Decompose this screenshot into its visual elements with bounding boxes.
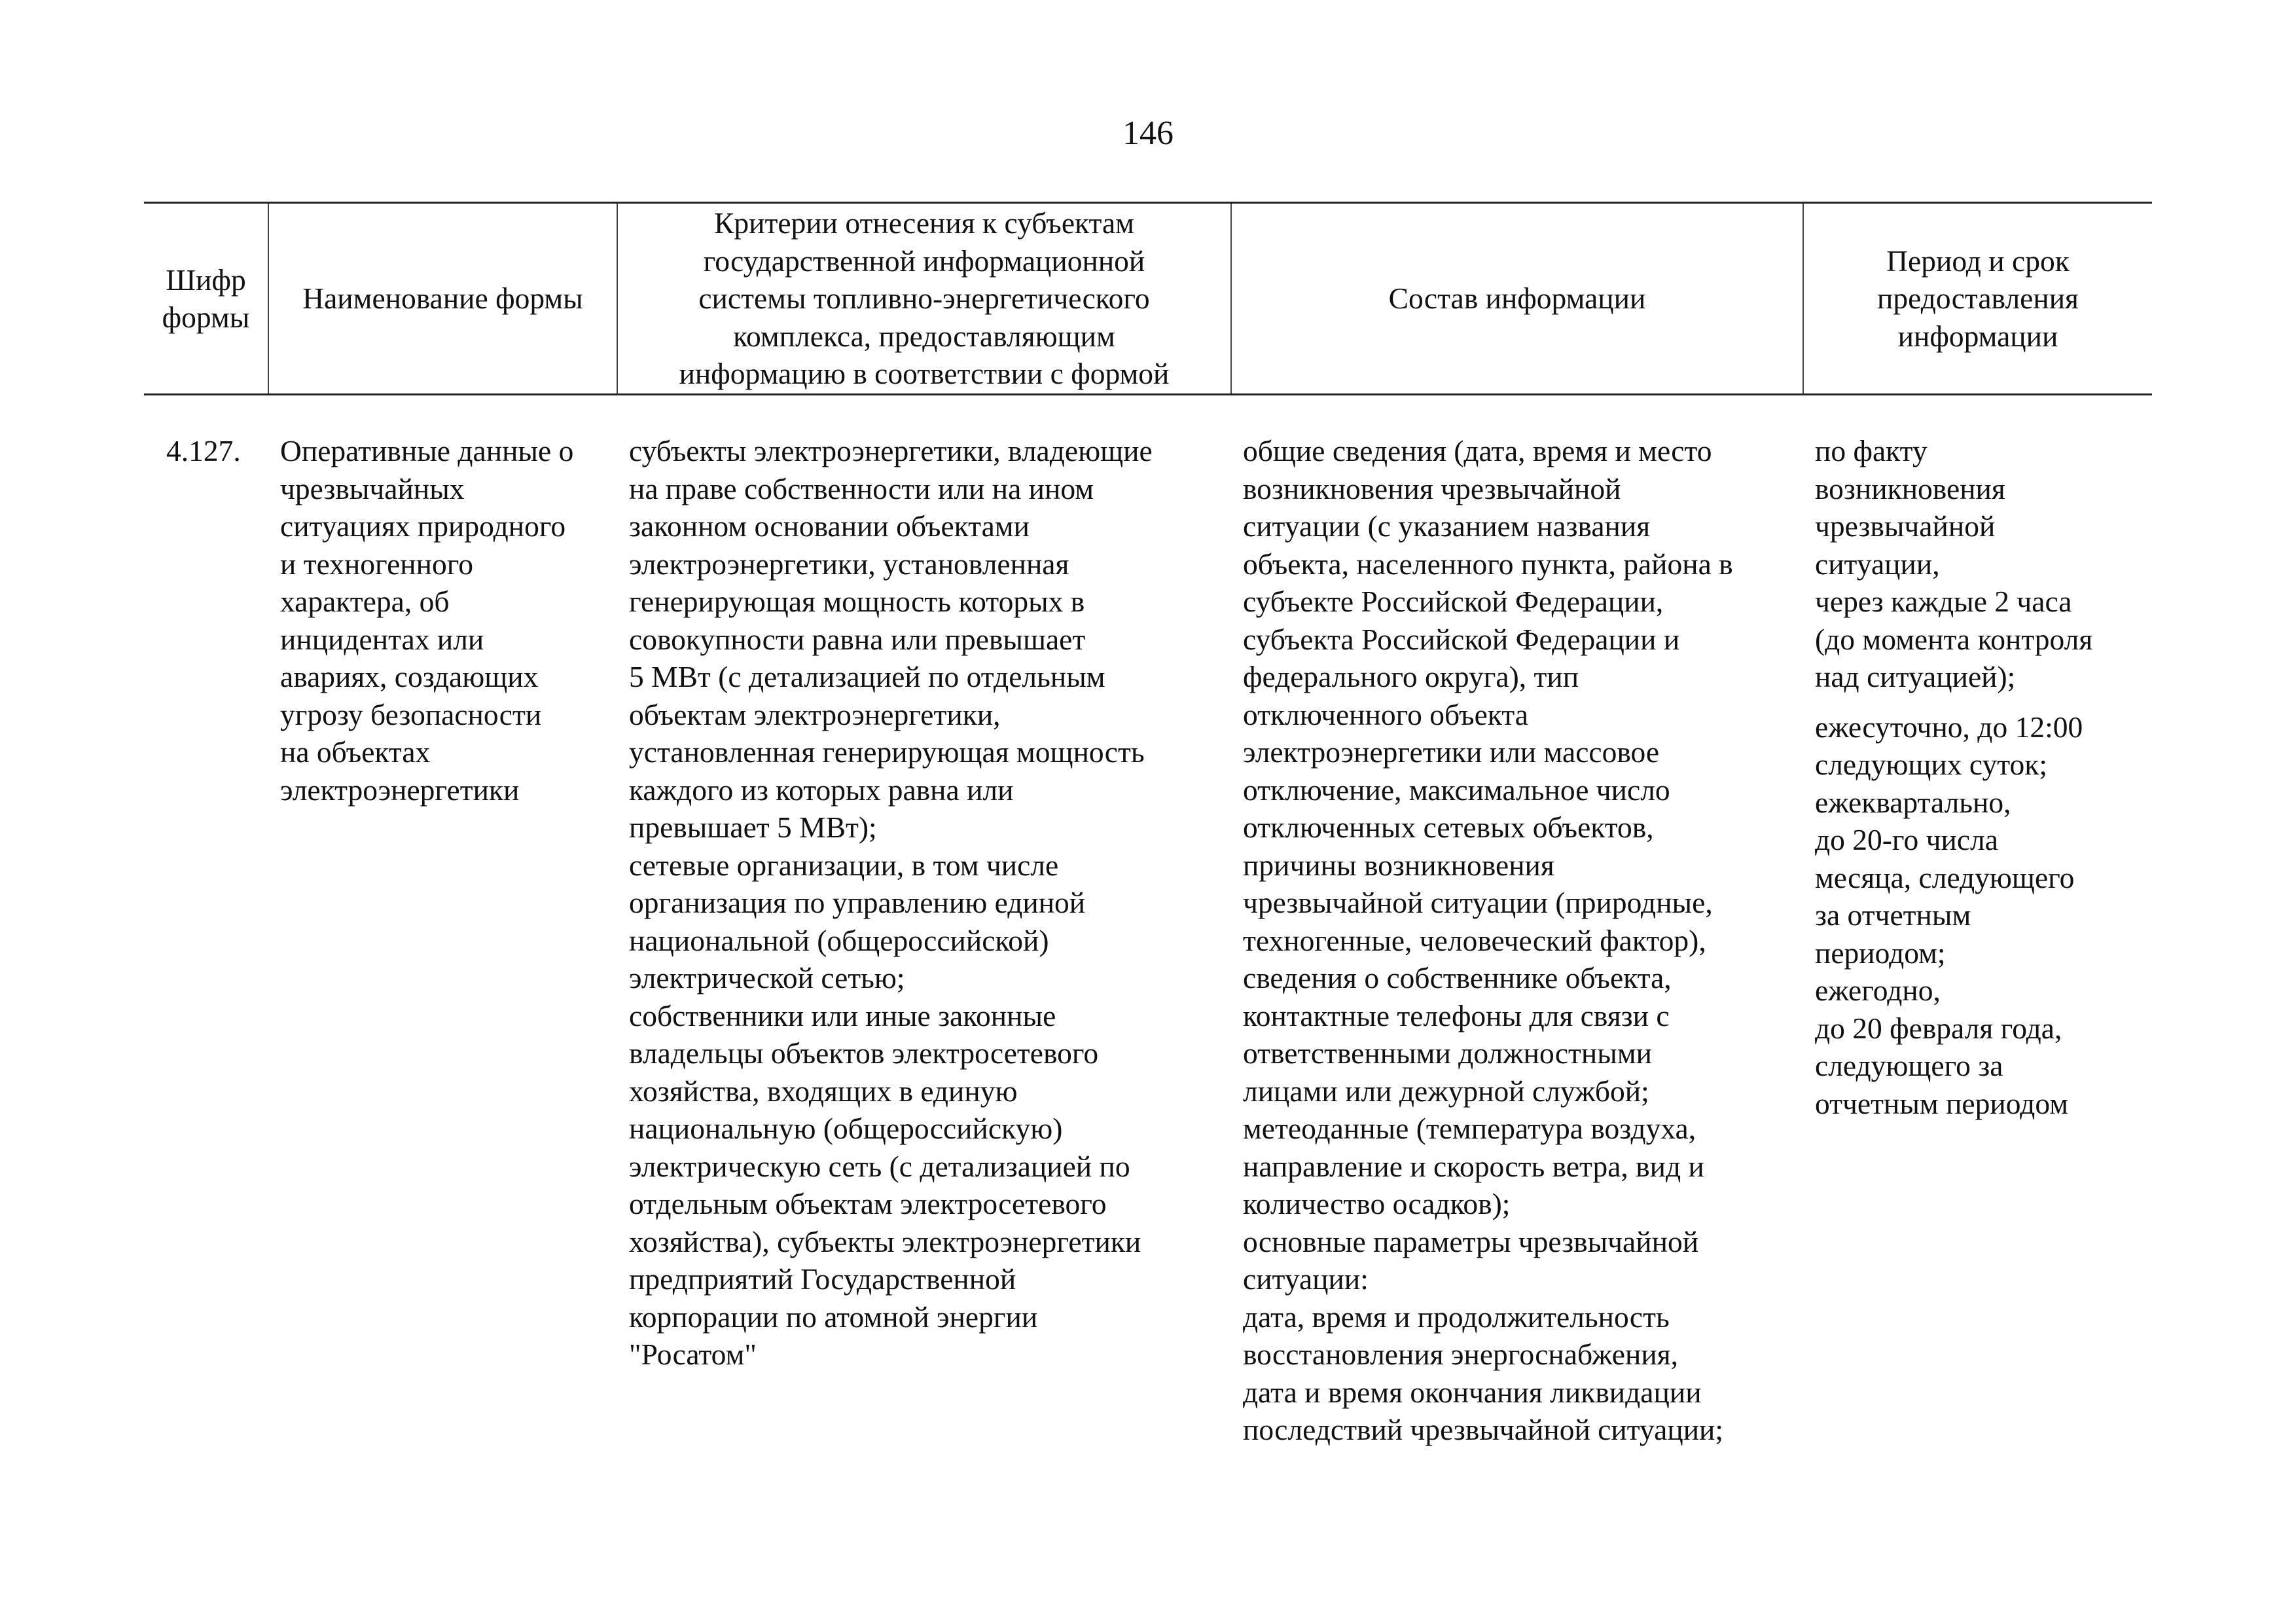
text-line: Оперативные данные о (280, 434, 574, 467)
header-form-code (144, 203, 268, 395)
text-line: по факту (1815, 434, 1928, 467)
period-block-spacer (1815, 696, 2143, 708)
text-line: следующего за (1815, 1049, 2003, 1082)
text-line: над ситуацией); (1815, 660, 2016, 693)
text-line: инцидентах или (280, 622, 484, 656)
text-line: Состав информации (1388, 282, 1646, 316)
text-line: Наименование формы (302, 282, 583, 316)
header-criteria (617, 203, 1231, 395)
text-line: предоставления (1877, 282, 2079, 316)
table-row (144, 395, 2152, 1449)
text-line: до 20 февраля года, (1815, 1011, 2062, 1045)
cell-period (1803, 395, 2152, 1449)
text-line: угрозу безопасности (280, 697, 542, 731)
text-line: дата, время и продолжительность (1243, 1300, 1670, 1334)
text-line: превышает 5 МВт); (629, 811, 877, 844)
text-line: совокупности равна или превышает (629, 622, 1086, 656)
text-line: за отчетным (1815, 898, 1971, 932)
text-line: 5 МВт (с детализацией по отдельным (629, 660, 1105, 693)
text-line: причины возникновения (1243, 848, 1554, 882)
text-line: системы топливно-энергетического (698, 282, 1150, 316)
text-line: ежесуточно, до 12:00 (1815, 710, 2083, 744)
text-line: государственной информационной (703, 244, 1145, 278)
cell-form-name (268, 395, 617, 1449)
text-line: владельцы объектов электросетевого (629, 1036, 1099, 1070)
text-line: ситуации (с указанием названия (1243, 509, 1651, 543)
text-line: на объектах (280, 735, 431, 769)
text-line: лицами или дежурной службой; (1243, 1074, 1649, 1108)
text-line: ситуации: (1243, 1262, 1369, 1296)
text-line: электроэнергетики (280, 773, 520, 807)
text-line: корпорации по атомной энергии (629, 1300, 1038, 1334)
page-number: 146 (1122, 115, 1174, 152)
text-line: направление и скорость ветра, вид и (1243, 1149, 1704, 1183)
text-line: ответственными должностными (1243, 1036, 1652, 1070)
text-line: основные параметры чрезвычайной (1243, 1224, 1699, 1258)
text-line: субъекты электроэнергетики, владеющие (629, 434, 1153, 467)
text-line: электрической сетью; (629, 961, 905, 994)
text-line: Критерии отнесения к субъектам (714, 206, 1134, 240)
text-line: отключенного объекта (1243, 697, 1528, 731)
text-line: до 20-го числа (1815, 823, 1998, 856)
text-line: чрезвычайной ситуации (природные, (1243, 886, 1713, 919)
text-line: чрезвычайных (280, 471, 465, 505)
forms-table (144, 202, 2152, 1449)
text-line: сетевые организации, в том числе (629, 848, 1059, 882)
text-line: установленная генерирующая мощность (629, 735, 1145, 769)
table-header-row (144, 203, 2152, 395)
text-line: ежегодно, (1815, 974, 1941, 1007)
text-line: электроэнергетики или массовое (1243, 735, 1660, 769)
text-line: следующих суток; (1815, 748, 2048, 781)
text-line: на праве собственности или на ином (629, 471, 1094, 505)
period-first-block (1815, 432, 2143, 696)
text-line: через каждые 2 часа (1815, 585, 2072, 618)
text-line: отключенных сетевых объектов, (1243, 811, 1654, 844)
text-line: собственники или иные законные (629, 998, 1056, 1032)
text-line: контактные телефоны для связи с (1243, 998, 1670, 1032)
text-line: национальную (общероссийскую) (629, 1112, 1063, 1145)
text-line: месяца, следующего (1815, 860, 2075, 894)
text-line: каждого из которых равна или (629, 773, 1014, 807)
text-line: объекта, населенного пункта, района в (1243, 547, 1733, 581)
text-line: ситуациях природного (280, 509, 566, 543)
text-line: организация по управлению единой (629, 886, 1086, 919)
text-line: количество осадков); (1243, 1187, 1511, 1220)
cell-form-code (144, 395, 268, 1449)
text-line: законном основании объектами (629, 509, 1030, 543)
text-line: национальной (общероссийской) (629, 923, 1049, 957)
text-line: информации (1897, 319, 2058, 353)
text-line: дата и время окончания ликвидации (1243, 1375, 1702, 1409)
text-line: объектам электроэнергетики, (629, 697, 1001, 731)
text-line: предприятий Государственной (629, 1262, 1016, 1296)
text-line: Шифр (166, 263, 246, 297)
text-line: общие сведения (дата, время и место (1243, 434, 1712, 467)
text-line: чрезвычайной (1815, 509, 1996, 543)
text-line: техногенные, человеческий фактор), (1243, 923, 1706, 957)
text-line: отключение, максимальное число (1243, 773, 1670, 807)
text-line: авариях, создающих (280, 660, 539, 693)
header-composition (1231, 203, 1803, 395)
text-line: информацию в соответствии с формой (679, 357, 1170, 391)
text-line: "Росатом" (629, 1338, 757, 1371)
text-line: ежеквартально, (1815, 785, 2011, 819)
text-line: субъекта Российской Федерации и (1243, 622, 1680, 656)
text-line: сведения о собственнике объекта, (1243, 961, 1672, 994)
header-form-name (268, 203, 617, 395)
text-line: ситуации, (1815, 547, 1940, 581)
text-line: субъекте Российской Федерации, (1243, 585, 1664, 618)
text-line: федерального округа), тип (1243, 660, 1579, 693)
text-line: и техногенного (280, 547, 474, 581)
text-line: отчетным периодом (1815, 1086, 2068, 1120)
cell-criteria (617, 395, 1231, 1449)
text-line: характера, об (280, 585, 450, 618)
text-line: хозяйства), субъекты электроэнергетики (629, 1224, 1141, 1258)
form-code-value: 4.127. (166, 434, 241, 467)
cell-composition (1231, 395, 1803, 1449)
text-line: возникновения (1815, 471, 2005, 505)
text-line: хозяйства, входящих в единую (629, 1074, 1018, 1108)
text-line: электроэнергетики, установленная (629, 547, 1069, 581)
text-line: электрическую сеть (с детализацией по (629, 1149, 1130, 1183)
text-line: генерирующая мощность которых в (629, 585, 1085, 618)
text-line: комплекса, предоставляющим (733, 319, 1115, 353)
text-line: последствий чрезвычайной ситуации; (1243, 1413, 1724, 1446)
text-line: Период и срок (1886, 244, 2070, 278)
header-period (1803, 203, 2152, 395)
text-line: формы (162, 301, 250, 334)
text-line: периодом; (1815, 936, 1946, 970)
text-line: восстановления энергоснабжения, (1243, 1338, 1678, 1371)
text-line: отдельным объектам электросетевого (629, 1187, 1107, 1220)
text-line: (до момента контроля (1815, 622, 2093, 656)
text-line: возникновения чрезвычайной (1243, 471, 1621, 505)
text-line: метеоданные (температура воздуха, (1243, 1112, 1696, 1145)
period-second-block (1815, 708, 2143, 1123)
